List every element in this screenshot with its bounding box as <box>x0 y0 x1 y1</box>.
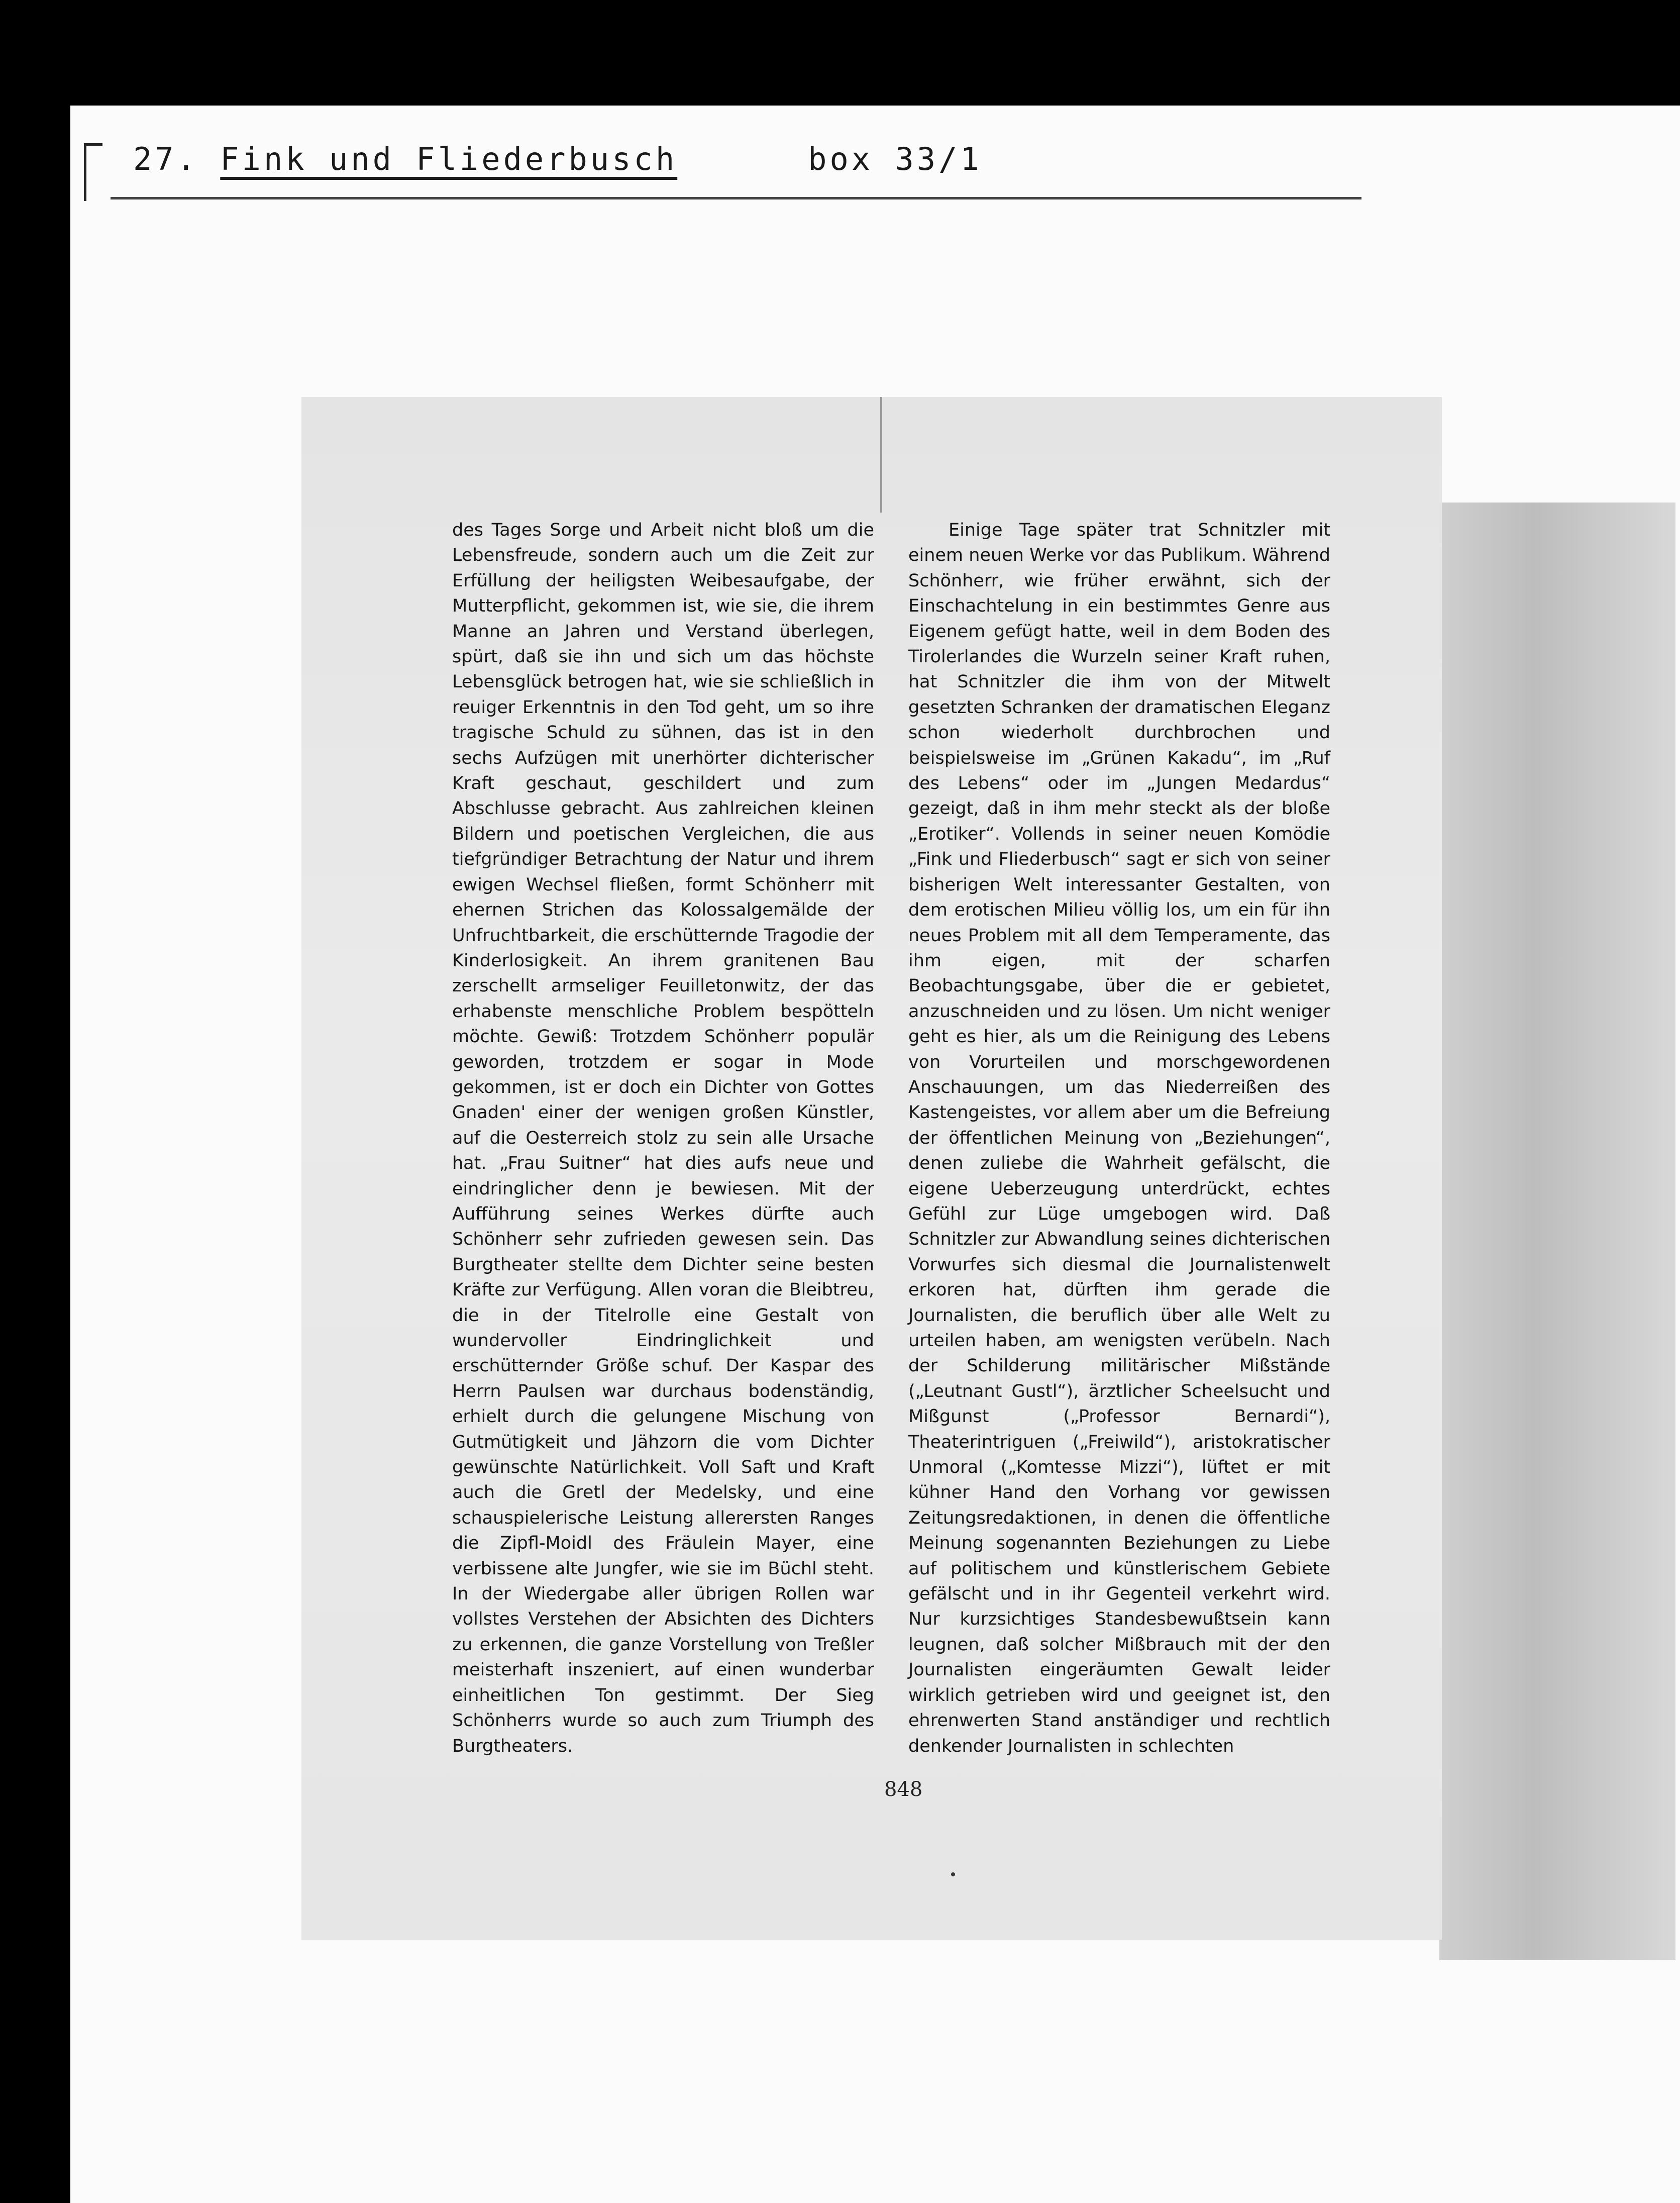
left-column <box>452 518 874 1759</box>
speck <box>951 1872 955 1876</box>
page-fold <box>880 397 882 513</box>
archive-header <box>133 141 982 177</box>
header-title: Fink und Fliederbusch <box>220 141 678 177</box>
left-column-text: des Tages Sorge und Arbeit nicht bloß um die Lebensfreude, sondern auch um die Zeit zur Erfüllung der heiligsten Weibesaufgabe, der Mutterpflicht, gekommen ist, wie sie, die ihrem Manne an Jahren und Verstand überlegen, spürt, daß sie ihn und sich um das höchste Lebensglück betrogen hat, wie sie schließlich in reuiger Erkenntnis in den Tod geht, um so ihre tragische Schuld zu sühnen, das ist in den sechs Aufzügen mit unerhörter dichterischer Kraft geschaut, geschildert und zum Abschlusse gebracht. Aus zahlreichen kleinen Bildern und poetischen Vergleichen, die aus tiefgründiger Betrachtung der Natur und ihrem ewigen Wechsel fließen, formt Schönherr mit ehernen Strichen das Kolossalgemälde der Unfruchtbarkeit, die erschütternde Tragodie der Kinderlosigkeit. An ihrem granitenen Bau zerschellt armseliger Feuilletonwitz, der das erhabenste menschliche Problem bespötteln möchte. Gewiß: Trotzdem Schönherr populär geworden, trotzdem er sogar in Mode gekommen, ist er doch ein Dichter von Gottes Gnaden' einer der wenigen großen Künstler, auf die Oesterreich stolz zu sein alle Ursache hat. „Frau Suitner“ hat dies aufs neue und eindringlicher denn je bewiesen. Mit der Aufführung seines Werkes dürfte auch Schönherr sehr zufrieden gewesen sein. Das Burgtheater stellte dem Dichter seine besten Kräfte zur Verfügung. Allen voran die Bleibtreu, die in der Titelrolle eine Gestalt von wundervoller Eindringlichkeit und erschütternder Größe schuf. Der Kaspar des Herrn Paulsen war durchaus bodenständig, erhielt durch die gelungene Mischung von Gutmütigkeit und Jähzorn die vom Dichter gewünschte Natürlichkeit. Voll Saft und Kraft auch die Gretl der Medelsky, und eine schauspielerische Leistung allerersten Ranges die Zipfl-Moidl des Fräulein Mayer, eine verbissene alte Jungfer, wie sie im Büchl steht. In der Wiedergabe aller übrigen Rollen war vollstes Verstehen der Absichten des Dichters zu erkennen, die ganze Vorstellung von Treßler meisterhaft inszeniert, auf einen wunderbar einheitlichen Ton gestimmt. Der Sieg Schönherrs wurde so auch zum Triumph des Burgtheaters. <box>452 520 874 1756</box>
page-shadow <box>1439 503 1675 1960</box>
header-number: 27. <box>133 141 198 177</box>
header-box: box 33/1 <box>808 141 982 177</box>
corner-bracket <box>84 143 102 201</box>
header-rule <box>111 197 1361 199</box>
right-column-text: Einige Tage später trat Schnitzler mit einem neuen Werke vor das Publikum. Während Schönherr, wie früher erwähnt, sich der Einschachtelung in ein bestimmtes Genre aus Eigenem gefügt hatte, weil in dem Boden des Tirolerlandes die Wurzeln seiner Kraft ruhen, hat Schnitzler die ihm von der Mitwelt gesetzten Schranken der dramatischen Eleganz schon wiederholt durchbrochen und beispielsweise im „Grünen Kakadu“, im „Ruf des Lebens“ oder im „Jungen Medardus“ gezeigt, daß in ihm mehr steckt als der bloße „Erotiker“. Vollends in seiner neuen Komödie „Fink und Fliederbusch“ sagt er sich von seiner bisherigen Welt interessanter Gestalten, von dem erotischen Milieu völlig los, um ein für ihn neues Problem mit all dem Temperamente, das ihm eigen, mit der scharfen Beobachtungsgabe, über die er gebietet, anzuschneiden und zu lösen. Um nicht weniger geht es hier, als um die Reinigung des Lebens von Vorurteilen und morschgewordenen Anschauungen, um das Niederreißen des Kastengeistes, vor allem aber um die Befreiung der öffentlichen Meinung von „Beziehungen“, denen zuliebe die Wahrheit gefälscht, die eigene Ueberzeugung unterdrückt, echtes Gefühl zur Lüge umgebogen wird. Daß Schnitzler zur Abwandlung seines dichterischen Vorwurfes sich diesmal die Journalistenwelt erkoren hat, dürften ihm gerade die Journalisten, die beruflich über alle Welt zu urteilen haben, am wenigsten verübeln. Nach der Schilderung militärischer Mißstände („Leutnant Gustl“), ärztlicher Scheelsucht und Mißgunst („Professor Bernardi“), Theaterintriguen („Freiwild“), aristokratischer Unmoral („Komtesse Mizzi“), lüftet er mit kühner Hand den Vorhang vor gewissen Zeitungsredaktionen, in denen die öffentliche Meinung sogenannten Beziehungen zu Liebe auf politischem und künstlerischem Gebiete gefälscht und in ihr Gegenteil verkehrt wird. Nur kurzsichtiges Standesbewußtsein kann leugnen, daß solcher Mißbrauch mit der den Journalisten eingeräumten Gewalt leider wirklich getrieben wird und geeignet ist, den ehrenwerten Stand anständiger und rechtlich denkender Journalisten in schlechten <box>908 520 1330 1756</box>
right-column <box>908 518 1330 1759</box>
page-number: 848 <box>884 1778 923 1801</box>
